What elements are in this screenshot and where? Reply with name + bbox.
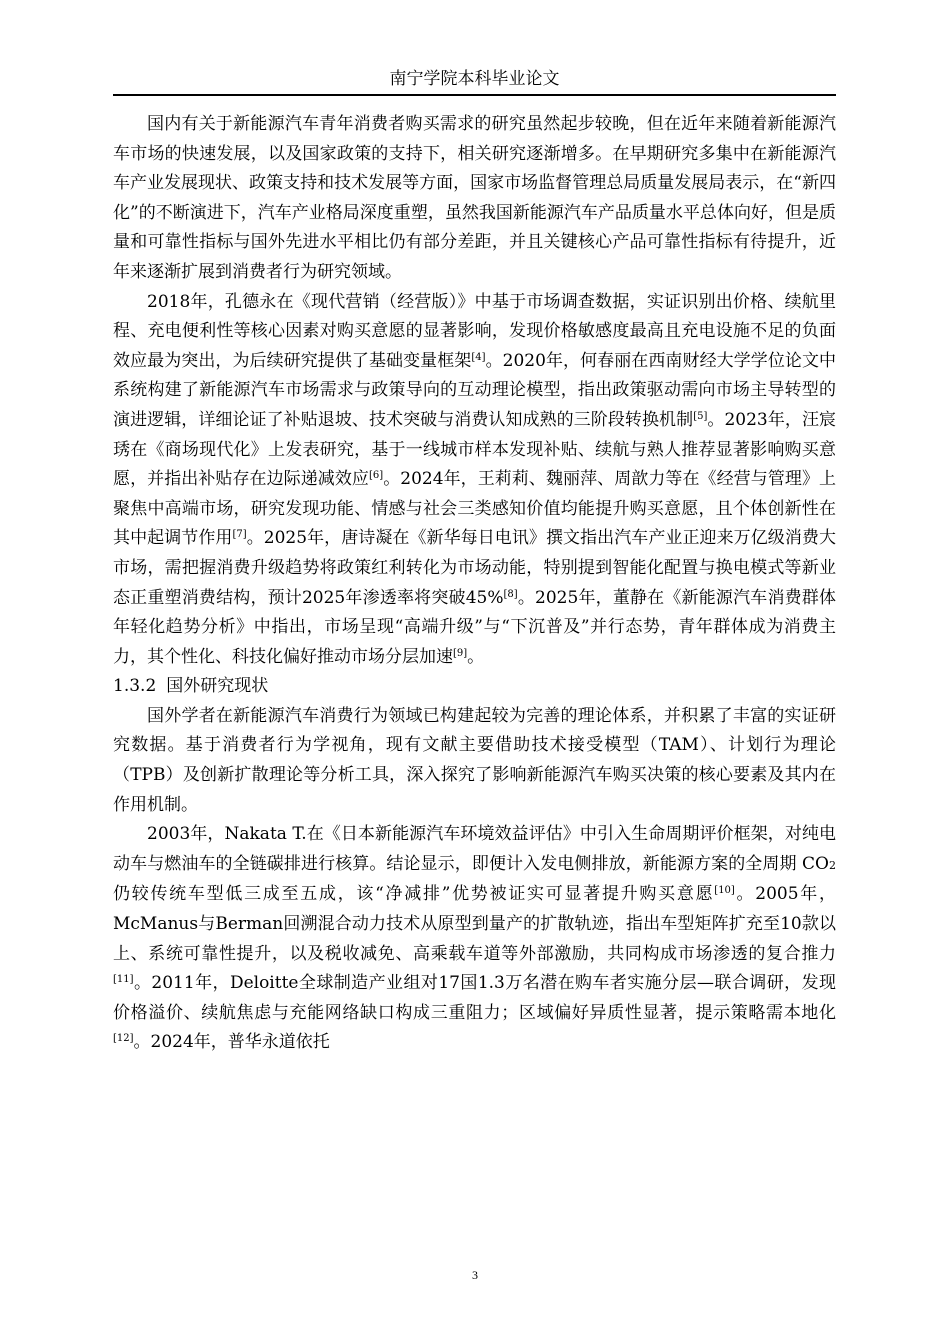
section-title: 国外研究现状 xyxy=(166,676,269,697)
section-heading xyxy=(113,672,836,702)
citation-ref: [5] xyxy=(693,410,708,422)
section-number: 1.3.2 xyxy=(113,676,157,697)
paragraph-foreign-intro: 国外学者在新能源汽车消费行为领域已构建起较为完善的理论体系，并积累了丰富的实证研究数据。基于消费者行为学视角，现有文献主要借助技术接受模型（TAM）、计划行为理论（TPB）及创新扩散理论等分析工具，深入探究了影响新能源汽车购买决策的核心要素及其内在作用机制。 xyxy=(113,705,836,815)
page-number: 3 xyxy=(472,1268,478,1282)
text-span: 2018年，孔德永在《现代营销（经营版）》中基于市场调查数据，实证识别出价格、续航里程、充电便利性等核心因素对购买意愿的显著影响，发现价格敏感度最高且充电设施不足的负面效应最为突出，为后续研究提供了基础变量框架 xyxy=(113,291,836,371)
citation-ref: [10] xyxy=(714,885,735,897)
citation-ref: [12] xyxy=(113,1033,134,1045)
citation-ref: [8] xyxy=(503,588,518,600)
text-span: 。2023年，汪宸琇在《商场现代化》上发表研究，基于一线城市样本发现补贴、续航与熟人推荐显著影响购买意愿，并指出补贴存在边际递减效应 xyxy=(113,409,837,490)
text-span: 。2005年，McManus与Berman回溯混合动力技术从原型到量产的扩散轨迹，指出车型矩阵扩充至10款以上、系统可靠性提升，以及税收减免、高乘载车道等外部激励，共同构成市场渗透的复合推力 xyxy=(113,884,836,964)
text-span: 。2025年，唐诗凝在《新华每日电讯》撰文指出汽车产业正迎来万亿级消费大市场，需把握消费升级趋势将政策红利转化为市场动能，特别提到智能化配置与换电模式等新业态正重塑消费结构，预计2025年渗透率将突破45% xyxy=(113,528,837,608)
page-body xyxy=(113,110,836,1058)
text-span: 。2024年，普华永道依托 xyxy=(133,1032,330,1053)
citation-ref: [7] xyxy=(232,529,247,541)
running-header-title: 南宁学院本科毕业论文 xyxy=(389,69,560,89)
text-span: 。 xyxy=(467,646,485,667)
text-span: 。2011年，Deloitte全球制造产业组对17国1.3万名潜在购车者实施分层—联合调研，发现价格溢价、续航焦虑与充能网络缺口构成三重阻力；区域偏好异质性显著，提示策略需本地化 xyxy=(113,973,836,1023)
paragraph-foreign-studies xyxy=(113,820,836,1058)
text-span: 。2025年，董静在《新能源汽车消费群体年轻化趋势分析》中指出，市场呈现“高端升级”与“下沉普及”并行态势，青年群体成为消费主力，其个性化、科技化偏好推动市场分层加速 xyxy=(113,587,836,667)
paragraph-domestic-intro: 国内有关于新能源汽车青年消费者购买需求的研究虽然起步较晚，但在近年来随着新能源汽车市场的快速发展，以及国家政策的支持下，相关研究逐渐增多。在早期研究多集中在新能源汽车产业发展现状、政策支持和技术发展等方面，国家市场监督管理总局质量发展局表示，在“新四化”的不断演进下，汽车产业格局深度重塑，虽然我国新能源汽车产品质量水平总体向好，但是质量和可靠性指标与国外先进水平相比仍有部分差距，并且关键核心产品可靠性指标有待提升，近年来逐渐扩展到消费者行为研究领域。 xyxy=(113,114,836,282)
paragraph-domestic-studies xyxy=(113,288,836,673)
citation-ref: [4] xyxy=(471,351,486,363)
text-span: 。2024年，王莉莉、魏丽萍、周歆力等在《经营与管理》上聚焦中高端市场，研究发现功能、情感与社会三类感知价值均能提升购买意愿，且个体创新性在其中起调节作用 xyxy=(113,469,837,549)
citation-ref: [6] xyxy=(368,470,384,482)
text-span: 仍较传统车型低三成至五成，该“净减排”优势被证实可显著提升购买意愿 xyxy=(113,884,715,905)
citation-ref: [11] xyxy=(113,974,134,986)
text-span: 。2020年，何春丽在西南财经大学学位论文中系统构建了新能源汽车市场需求与政策导向的互动理论模型，指出政策驱动需向市场主导转型的演进逻辑，详细论证了补贴退坡、技术突破与消费认知成熟的三阶段转换机制 xyxy=(113,350,837,430)
citation-ref: [9] xyxy=(453,647,468,659)
co2-subscript: 2 xyxy=(829,858,836,872)
text-span: 2003年，Nakata T.在《日本新能源汽车环境效益评估》中引入生命周期评价框架，对纯电动车与燃油车的全链碳排进行核算。结论显示，即便计入发电侧排放，新能源方案的全周期 CO xyxy=(113,824,836,874)
running-header xyxy=(113,64,836,96)
